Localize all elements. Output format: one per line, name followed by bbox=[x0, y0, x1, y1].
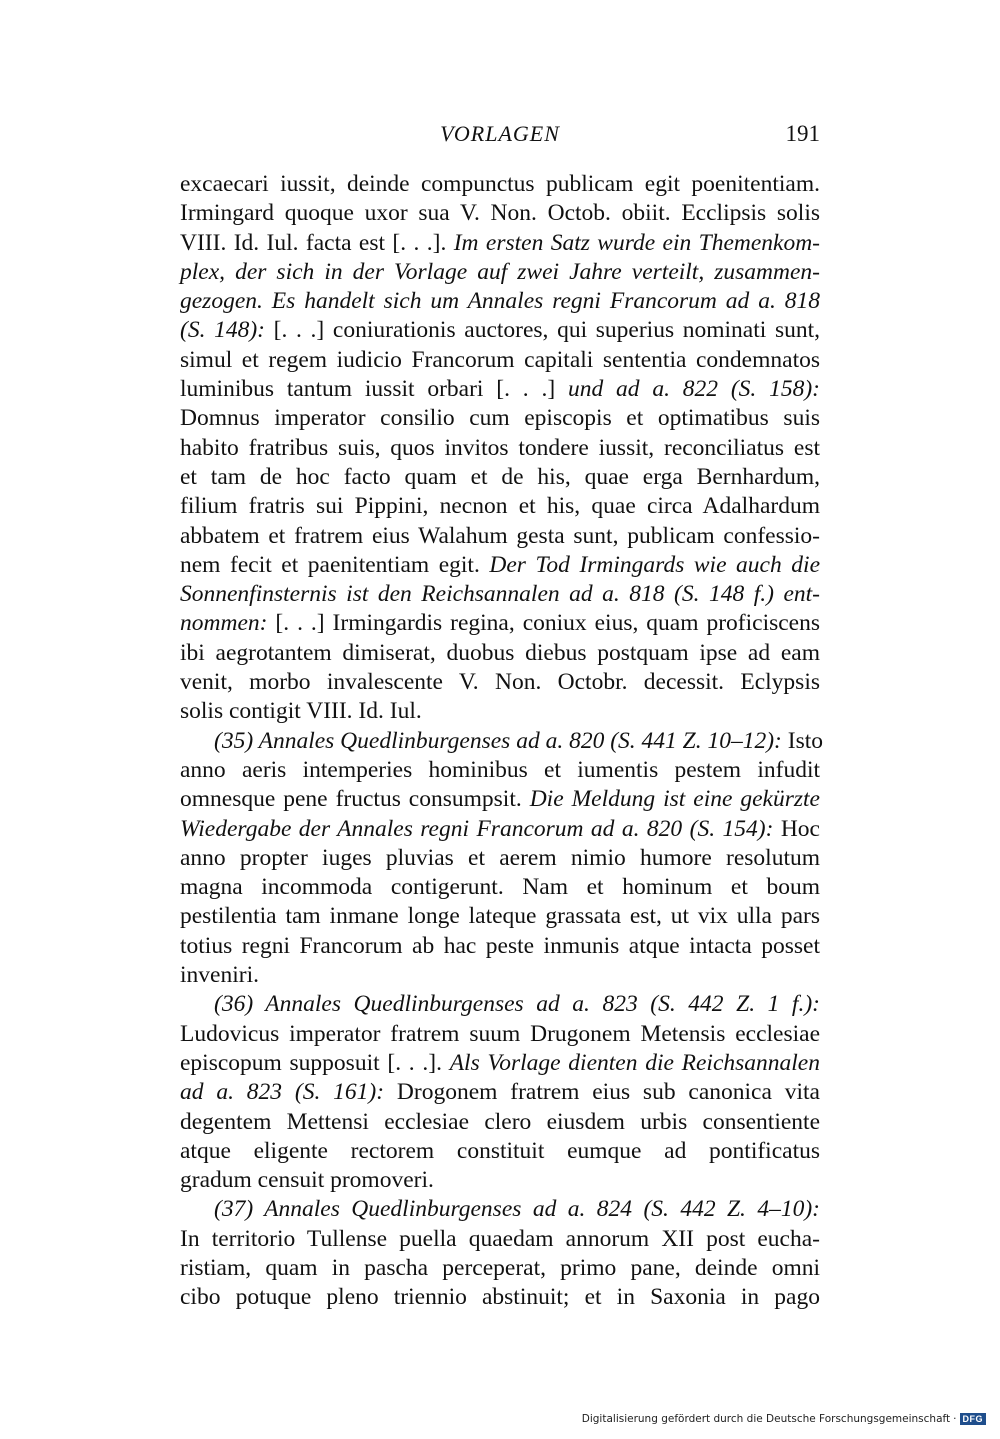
text-line bbox=[180, 492, 820, 521]
italic-run: gezogen. Es handelt sich um Annales regni Francorum ad a. 818 bbox=[180, 288, 820, 315]
text-line bbox=[180, 580, 820, 609]
text-run: gradum censuit promoveri. bbox=[180, 1167, 434, 1194]
text-line bbox=[180, 1283, 820, 1312]
text-run: solis contigit VIII. Id. Iul. bbox=[180, 698, 422, 725]
text-run: anno aeris intemperies hominibus et iumentis pestem infudit bbox=[180, 756, 820, 783]
text-run: omnesque pene fructus consumpsit. bbox=[180, 786, 530, 813]
italic-run: nommen: bbox=[180, 610, 268, 637]
text-line bbox=[180, 785, 820, 814]
footer bbox=[582, 1413, 986, 1425]
text-run: simul et regem iudicio Francorum capitali sententia condemnatos bbox=[180, 346, 820, 373]
text-line bbox=[180, 1137, 820, 1166]
italic-run: (35) Annales Quedlinburgenses ad a. 820 (S. 441 Z. 10–12): bbox=[214, 727, 782, 754]
text-line bbox=[180, 1108, 820, 1137]
text-line bbox=[180, 756, 820, 785]
text-line bbox=[180, 1020, 820, 1049]
text-line bbox=[180, 1049, 820, 1078]
italic-run: Sonnenfinsternis ist den Reichsannalen ad a. 818 (S. 148 f.) ent- bbox=[180, 581, 820, 608]
footer-separator: · bbox=[953, 1413, 957, 1425]
running-head bbox=[180, 116, 820, 152]
italic-run: ad a. 823 (S. 161): bbox=[180, 1079, 385, 1106]
text-line bbox=[180, 522, 820, 551]
text-line bbox=[180, 434, 820, 463]
italic-run: Die Meldung ist eine gekürzte bbox=[529, 786, 820, 813]
text-run: venit, morbo invalescente V. Non. Octobr. decessit. Eclypsis bbox=[180, 669, 820, 696]
text-run: Domnus imperator consilio cum episcopis et optimatibus suis bbox=[180, 405, 820, 432]
text-run: cibo potuque pleno triennio abstinuit; et in Saxonia in pago bbox=[180, 1284, 820, 1311]
text-run: VIII. Id. Iul. facta est [. . .]. bbox=[180, 229, 454, 256]
italic-run: (S. 148): bbox=[180, 317, 266, 344]
text-run: filium fratris sui Pippini, necnon et his, quae circa Adalhardum bbox=[180, 493, 820, 520]
text-line bbox=[180, 170, 820, 199]
text-run: Ludovicus imperator fratrem suum Drugonem Metensis ecclesiae bbox=[180, 1020, 820, 1047]
text-run: Drogonem fratrem eius sub canonica vita bbox=[384, 1079, 820, 1106]
text-run: Isto bbox=[781, 727, 823, 754]
italic-run: Im ersten Satz wurde ein Themenkom- bbox=[453, 229, 820, 256]
text-run: degentem Mettensi ecclesiae clero eiusdem urbis consentiente bbox=[180, 1108, 820, 1135]
italic-run: Als Vorlage dienten die Reichsannalen bbox=[449, 1049, 820, 1076]
text-line bbox=[180, 287, 820, 316]
text-line bbox=[180, 1166, 820, 1195]
page-title: VORLAGEN bbox=[440, 121, 560, 146]
text-line bbox=[180, 463, 820, 492]
text-line bbox=[180, 697, 820, 726]
text-run: ibi aegrotantem dimiserat, duobus diebus postquam ipse ad eam bbox=[180, 639, 820, 666]
text-run: [. . .] Irmingardis regina, coniux eius, quam proficiscens bbox=[267, 610, 820, 637]
text-run: magna incommoda contigerunt. Nam et hominum et boum bbox=[180, 874, 820, 901]
text-line bbox=[180, 258, 820, 287]
text-line bbox=[180, 1225, 820, 1254]
text-line bbox=[180, 932, 820, 961]
italic-run: Der Tod Irmingards wie auch die bbox=[489, 551, 820, 578]
text-line bbox=[180, 844, 820, 873]
text-run: inveniri. bbox=[180, 962, 259, 989]
text-line bbox=[180, 815, 820, 844]
text-line bbox=[180, 639, 820, 668]
text-run: In territorio Tullense puella quaedam annorum XII post eucha- bbox=[180, 1225, 820, 1252]
text-run: abbatem et fratrem eius Walahum gesta sunt, publicam confessio- bbox=[180, 522, 820, 549]
text-run: [. . .] coniurationis auctores, qui superius nominati sunt, bbox=[265, 317, 820, 344]
italic-run: (37) Annales Quedlinburgenses ad a. 824 (S. 442 Z. 4–10): bbox=[214, 1196, 820, 1223]
text-run: totius regni Francorum ab hac peste inmunis atque intacta posset bbox=[180, 932, 820, 959]
text-run: et tam de hoc facto quam et de his, quae erga Bernhardum, bbox=[180, 463, 820, 490]
text-line bbox=[180, 668, 820, 697]
text-line bbox=[180, 961, 820, 990]
text-line bbox=[180, 1254, 820, 1283]
text-run: atque eligente rectorem constituit eumque ad pontificatus bbox=[180, 1137, 820, 1164]
text-run: luminibus tantum iussit orbari [. . .] bbox=[180, 376, 568, 403]
text-run: nem fecit et paenitentiam egit. bbox=[180, 551, 490, 578]
text-run: excaecari iussit, deinde compunctus publicam egit poenitentiam. bbox=[180, 171, 820, 197]
text-run: habito fratribus suis, quos invitos tondere iussit, reconciliatus est bbox=[180, 434, 820, 461]
text-line bbox=[180, 375, 820, 404]
footer-credit: Digitalisierung gefördert durch die Deutsche Forschungsgemeinschaft bbox=[581, 1413, 951, 1425]
text-line bbox=[180, 404, 820, 433]
text-run: ristiam, quam in pascha perceperat, primo pane, deinde omni bbox=[180, 1254, 820, 1281]
italic-run: und ad a. 822 (S. 158): bbox=[567, 376, 820, 403]
text-line bbox=[180, 316, 820, 345]
text-run: Hoc bbox=[773, 815, 820, 842]
italic-run: plex, der sich in der Vorlage auf zwei Jahre verteilt, zusammen- bbox=[180, 258, 820, 285]
body-text bbox=[180, 170, 823, 1313]
text-line bbox=[180, 1078, 820, 1107]
text-line bbox=[180, 609, 820, 638]
page-number: 191 bbox=[785, 121, 820, 146]
text-run: Irmingard quoque uxor sua V. Non. Octob. obiit. Ecclipsis solis bbox=[180, 200, 820, 227]
text-line bbox=[180, 346, 820, 375]
text-line bbox=[180, 902, 820, 931]
italic-run: (36) Annales Quedlinburgenses ad a. 823 (S. 442 Z. 1 f.): bbox=[214, 991, 820, 1018]
text-line bbox=[180, 727, 823, 756]
text-line bbox=[180, 873, 820, 902]
dfg-logo: DFG bbox=[960, 1413, 987, 1425]
text-line bbox=[180, 229, 820, 258]
italic-run: Wiedergabe der Annales regni Francorum ad a. 820 (S. 154): bbox=[180, 815, 774, 842]
text-line bbox=[180, 551, 820, 580]
text-run: episcopum supposuit [. . .]. bbox=[180, 1049, 450, 1076]
text-run: pestilentia tam inmane longe lateque grassata est, ut vix ulla pars bbox=[180, 903, 820, 930]
text-line bbox=[180, 199, 820, 228]
text-line bbox=[180, 1195, 820, 1224]
text-run: anno propter iuges pluvias et aerem nimio humore resolutum bbox=[180, 844, 820, 871]
text-line bbox=[180, 990, 820, 1019]
